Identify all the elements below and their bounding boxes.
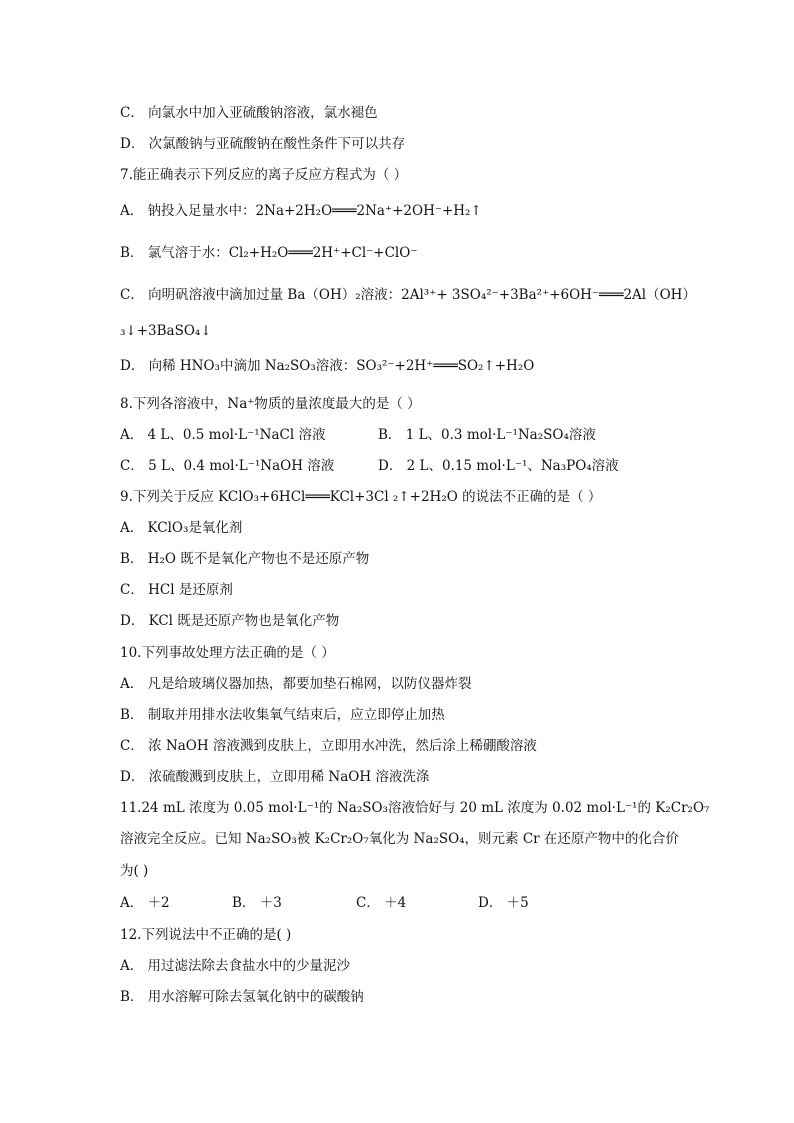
q10-option-a: A． 凡是给玻璃仪器加热，都要加垫石棉网，以防仪器炸裂 — [120, 676, 472, 692]
q7-stem: 7.能正确表示下列反应的离子反应方程式为（ ） — [120, 167, 408, 183]
q11-option-a: A． ＋2 — [120, 895, 170, 911]
q9-option-b: B． H₂O 既不是氧化产物也不是还原产物 — [120, 551, 370, 567]
q8-option-d: D． 2 L、0.15 mol·L⁻¹、Na₃PO₄溶液 — [378, 458, 619, 474]
q9-option-c: C． HCl 是还原剂 — [120, 582, 233, 598]
q10-stem: 10.下列事故处理方法正确的是（ ） — [120, 645, 335, 661]
q12-stem: 12.下列说法中不正确的是( ) — [120, 927, 292, 943]
q8-row1 — [120, 425, 326, 445]
q9-option-d: D． KCl 既是还原产物也是氧化产物 — [120, 613, 340, 629]
q8-option-c: C． 5 L、0.4 mol·L⁻¹NaOH 溶液 — [120, 458, 335, 474]
q7-option-b: B． 氯气溶于水：Cl₂+H₂O═══2H⁺+Cl⁻+ClO⁻ — [120, 245, 418, 261]
q10-option-c: C． 浓 NaOH 溶液溅到皮肤上，立即用水冲洗，然后涂上稀硼酸溶液 — [120, 738, 537, 754]
q12-option-b: B． 用水溶解可除去氢氧化钠中的碳酸钠 — [120, 989, 364, 1005]
q9-option-a: A． KClO₃是氧化剂 — [120, 520, 243, 536]
q9-stem: 9.下列关于反应 KClO₃+6HCl═══KCl+3Cl ₂↑+2H₂O 的说法不正确的是（ ） — [120, 489, 602, 505]
q7-option-a: A． 钠投入足量水中：2Na+2H₂O═══2Na⁺+2OH⁻+H₂↑ — [120, 203, 482, 219]
q7-option-d: D． 向稀 HNO₃中滴加 Na₂SO₃溶液：SO₃²⁻+2H⁺═══SO₂↑+H₂O — [120, 358, 535, 374]
q11-option-d: D． ＋5 — [478, 895, 529, 911]
q8-option-a: A． 4 L、0.5 mol·L⁻¹NaCl 溶液 — [120, 427, 326, 443]
q12-option-a: A． 用过滤法除去食盐水中的少量泥沙 — [120, 958, 351, 974]
q6-option-d: D． 次氯酸钠与亚硫酸钠在酸性条件下可以共存 — [120, 136, 406, 152]
q11-stem-line2: 溶液完全反应。已知 Na₂SO₃被 K₂Cr₂O₇氧化为 Na₂SO₄，则元素 Cr 在还原产物中的化合价 — [120, 831, 679, 847]
q8-stem: 8.下列各溶液中，Na⁺物质的量浓度最大的是（ ） — [120, 396, 421, 412]
q8-option-b: B． 1 L、0.3 mol·L⁻¹Na₂SO₄溶液 — [378, 427, 596, 443]
q10-option-b: B． 制取并用排水法收集氧气结束后，应立即停止加热 — [120, 707, 445, 723]
q7-option-c-line2: ₃↓+3BaSO₄↓ — [120, 323, 212, 339]
q11-option-b: B． ＋3 — [232, 895, 282, 911]
q10-option-d: D． 浓硫酸溅到皮肤上，立即用稀 NaOH 溶液洗涤 — [120, 769, 430, 785]
q7-option-c-line1: C． 向明矾溶液中滴加过量 Ba（OH）₂溶液：2Al³⁺+ 3SO₄²⁻+3Ba²⁺+6OH⁻═══2Al（OH） — [120, 287, 696, 303]
q11-stem-line3: 为( ) — [120, 863, 149, 879]
q11-stem-line1: 11.24 mL 浓度为 0.05 mol·L⁻¹的 Na₂SO₃溶液恰好与 20 mL 浓度为 0.02 mol·L⁻¹的 K₂Cr₂O₇ — [120, 800, 710, 816]
q6-option-c: C． 向氯水中加入亚硫酸钠溶液，氯水褪色 — [120, 105, 378, 121]
q11-option-c: C． ＋4 — [356, 895, 407, 911]
